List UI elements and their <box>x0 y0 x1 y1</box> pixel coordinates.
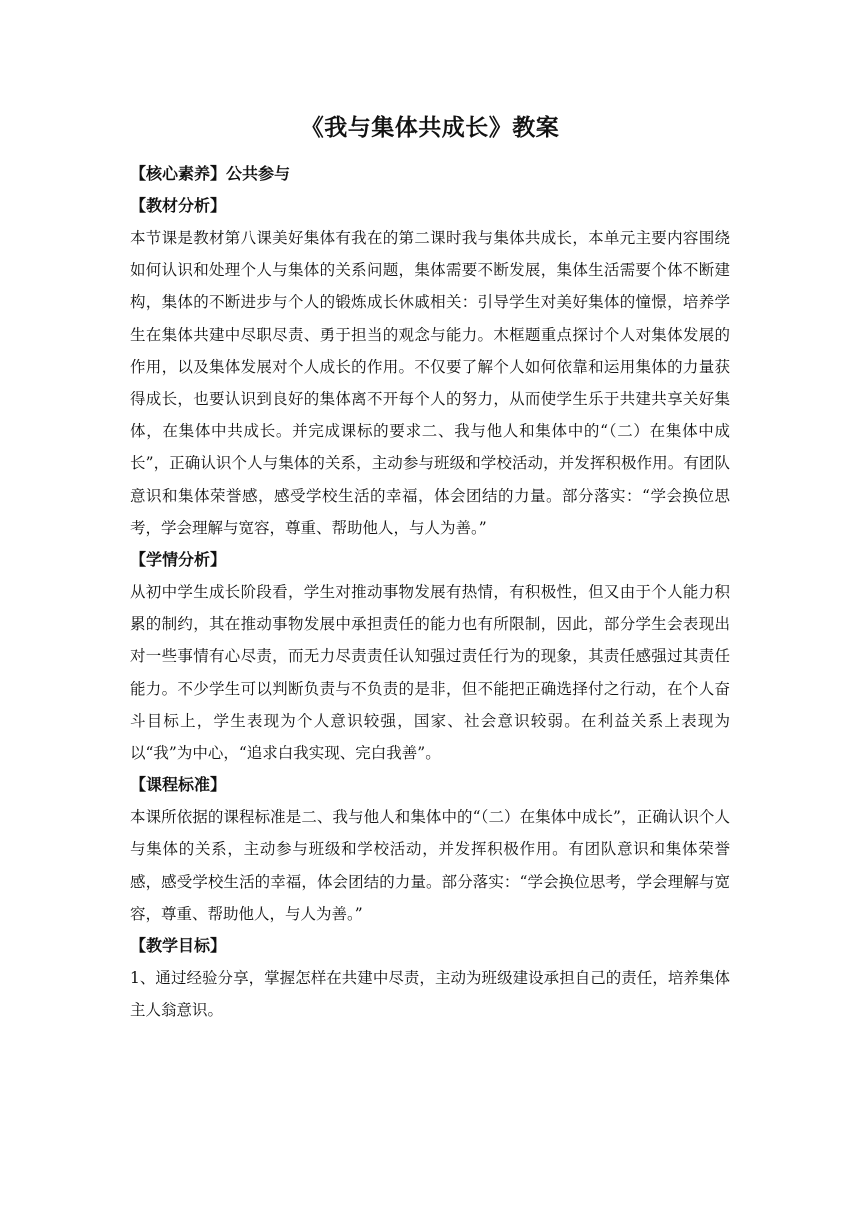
core-literacy-heading <box>130 158 730 190</box>
textbook-analysis-heading: 【教材分析】 <box>130 196 227 215</box>
core-literacy-value: 公共参与 <box>226 164 291 183</box>
core-literacy-label: 【核心素养】 <box>130 164 227 183</box>
curriculum-standard-heading: 【课程标准】 <box>130 775 227 795</box>
curriculum-standard-body: 本课所依据的课程标准是二、我与他人和集体中的“（二）在集体中成长”，正确认识个人与集体的关系，主动参与班级和学校活动，并发挥积极作用。有团队意识和集体荣誉感，感受学校生活的幸福，体会团结的力量。部分落实：“学会换位思考，学会理解与宽容，尊重、帮助他人，与人为善。” <box>130 808 730 923</box>
teaching-objectives-heading: 【教学目标】 <box>130 936 227 956</box>
textbook-analysis-body: 本节课是教材第八课美好集体有我在的第二课时我与集体共成长，本单元主要内容围绕如何认识和处理个人与集体的关系问题，集体需要不断发展，集体生活需要个体不断建构，集体的不断进步与个人的锻炼成长休戚相关：引导学生对美好集体的憧憬，培养学生在集体共建中尽职尽责、勇于担当的观念与能力。木框题重点探讨个人对集体发展的作用，以及集体发展对个人成长的作用。不仅要了解个人如何依靠和运用集体的力量获得成长，也要认识到良好的集体离不开每个人的努力，从而使学生乐于共建共享关好集体，在集体中共成长。并完成课标的要求二、我与他人和集体中的“（二）在集体中成长”，正确认识个人与集体的关系，主动参与班级和学校活动，并发挥积极作用。有团队意识和集体荣誉感，感受学校生活的幸福，体会团结的力量。部分落实：“学会换位思考，学会理解与宽容，尊重、帮助他人，与人为善。” <box>130 229 730 537</box>
learner-analysis-heading: 【学情分析】 <box>130 550 227 570</box>
learner-analysis-body: 从初中学生成长阶段看，学生对推动事物发展有热情，有积极性，但又由于个人能力积累的制约，其在推动事物发展中承担责任的能力也有所限制，因此，部分学生会表现出对一些事情有心尽责，而无力尽责责任认知强过责任行为的现象，其责任感强过其责任能力。不少学生可以判断负责与不负责的是非，但不能把正确选择付之行动，在个人奋斗目标上，学生表现为个人意识较强，国家、社会意识较弱。在利益关系上表现为以“我”为中心，“追求白我实现、完白我善”。 <box>130 583 730 763</box>
document-title: 《我与集体共成长》教案 <box>300 115 560 141</box>
teaching-objectives-body: 1、通过经验分享，掌握怎样在共建中尽责，主动为班级建设承担自己的责任，培养集体主人翁意识。 <box>130 969 730 1020</box>
